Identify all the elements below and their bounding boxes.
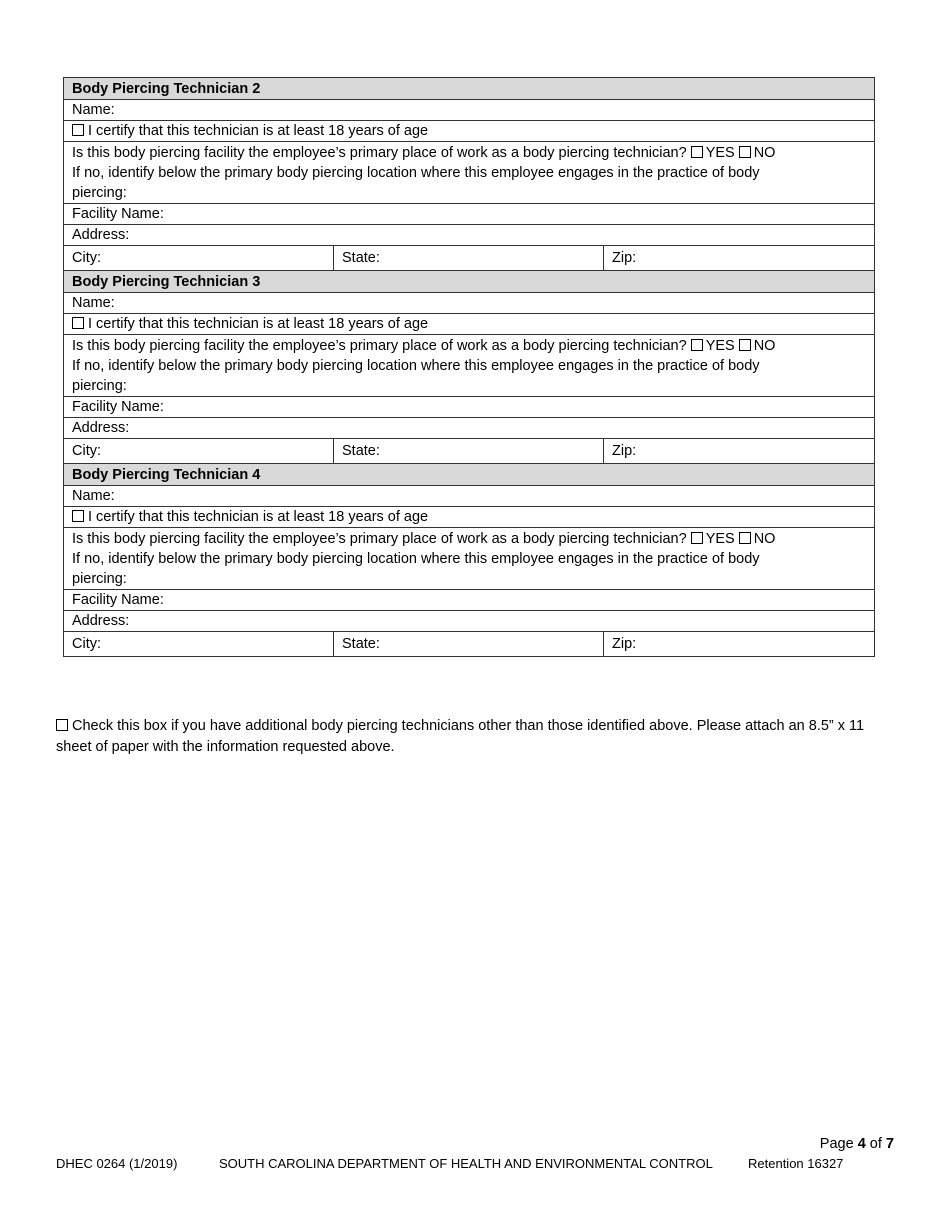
- retention-number: Retention 16327: [748, 1156, 844, 1171]
- technician-3-name-row: [64, 293, 875, 314]
- primary-work-question: Is this body piercing facility the employee’s primary place of work as a body piercing technician?: [72, 531, 687, 547]
- primary-location-instruction-cont: piercing:: [72, 185, 127, 201]
- state-label: State:: [342, 636, 380, 652]
- primary-location-instruction-cont: piercing:: [72, 378, 127, 394]
- no-checkbox[interactable]: [739, 339, 751, 351]
- technician-4-question-row: [64, 528, 875, 590]
- address-label: Address:: [72, 420, 130, 436]
- additional-technicians-text: Check this box if you have additional body piercing technicians other than those identified above. Please attach an 8.5” x 11 sheet of paper with the information requested above.: [56, 718, 865, 755]
- facility-name-field[interactable]: [64, 204, 875, 225]
- page-of-label: of: [869, 1136, 882, 1152]
- technician-2-city-state-zip-row: [64, 246, 875, 271]
- facility-name-label: Facility Name:: [72, 399, 164, 415]
- facility-name-field[interactable]: [64, 590, 875, 611]
- primary-location-instruction: If no, identify below the primary body piercing location where this employee engages in the practice of body: [72, 165, 760, 181]
- primary-work-question: Is this body piercing facility the employee’s primary place of work as a body piercing technician?: [72, 145, 687, 161]
- no-label: NO: [753, 531, 776, 547]
- zip-label: Zip:: [612, 250, 637, 266]
- department-name: SOUTH CAROLINA DEPARTMENT OF HEALTH AND ENVIRONMENTAL CONTROL: [219, 1156, 713, 1171]
- city-field[interactable]: [64, 246, 334, 271]
- technician-2-facility-row: [64, 204, 875, 225]
- no-checkbox[interactable]: [739, 532, 751, 544]
- zip-label: Zip:: [612, 443, 637, 459]
- technician-4-header-row: [64, 464, 875, 486]
- technician-2-name-row: [64, 100, 875, 121]
- name-label: Name:: [72, 488, 115, 504]
- technician-2-address-row: [64, 225, 875, 246]
- primary-location-instruction-cont: piercing:: [72, 571, 127, 587]
- city-label: City:: [72, 443, 101, 459]
- facility-name-field[interactable]: [64, 397, 875, 418]
- name-label: Name:: [72, 102, 115, 118]
- technician-4-title: Body Piercing Technician 4: [64, 464, 875, 486]
- zip-field[interactable]: [604, 632, 875, 657]
- technician-2-title: Body Piercing Technician 2: [64, 78, 875, 100]
- zip-field[interactable]: [604, 439, 875, 464]
- technician-3-facility-row: [64, 397, 875, 418]
- yes-checkbox[interactable]: [691, 339, 703, 351]
- technician-2-header-row: [64, 78, 875, 100]
- state-label: State:: [342, 250, 380, 266]
- certify-age-checkbox[interactable]: [72, 510, 84, 522]
- address-label: Address:: [72, 613, 130, 629]
- page-number: [820, 1136, 894, 1152]
- facility-name-label: Facility Name:: [72, 206, 164, 222]
- certify-age-checkbox[interactable]: [72, 124, 84, 136]
- additional-technicians-checkbox[interactable]: [56, 719, 68, 731]
- page-label: Page: [819, 1136, 854, 1152]
- technician-4-facility-row: [64, 590, 875, 611]
- city-field[interactable]: [64, 439, 334, 464]
- technician-3-address-row: [64, 418, 875, 439]
- page-total: 7: [885, 1136, 894, 1152]
- certify-age-label: I certify that this technician is at least 18 years of age: [88, 509, 429, 525]
- additional-technicians-note: [56, 716, 876, 758]
- primary-work-question: Is this body piercing facility the employee’s primary place of work as a body piercing technician?: [72, 338, 687, 354]
- state-field[interactable]: [334, 246, 604, 271]
- technician-3-name-field[interactable]: [64, 293, 875, 314]
- address-field[interactable]: [64, 225, 875, 246]
- technician-3-title: Body Piercing Technician 3: [64, 271, 875, 293]
- city-field[interactable]: [64, 632, 334, 657]
- primary-location-instruction: If no, identify below the primary body piercing location where this employee engages in the practice of body: [72, 551, 760, 567]
- yes-checkbox[interactable]: [691, 146, 703, 158]
- city-label: City:: [72, 636, 101, 652]
- address-field[interactable]: [64, 611, 875, 632]
- yes-label: YES: [705, 145, 735, 161]
- primary-location-instruction: If no, identify below the primary body piercing location where this employee engages in the practice of body: [72, 358, 760, 374]
- certify-age-label: I certify that this technician is at least 18 years of age: [88, 123, 429, 139]
- technician-3-question-row: [64, 335, 875, 397]
- state-label: State:: [342, 443, 380, 459]
- technician-4-name-row: [64, 486, 875, 507]
- no-label: NO: [753, 145, 776, 161]
- certify-age-label: I certify that this technician is at least 18 years of age: [88, 316, 429, 332]
- state-field[interactable]: [334, 439, 604, 464]
- yes-label: YES: [705, 338, 735, 354]
- technician-3-certify-row: [64, 314, 875, 335]
- state-field[interactable]: [334, 632, 604, 657]
- no-checkbox[interactable]: [739, 146, 751, 158]
- technician-3-header-row: [64, 271, 875, 293]
- city-label: City:: [72, 250, 101, 266]
- zip-label: Zip:: [612, 636, 637, 652]
- name-label: Name:: [72, 295, 115, 311]
- technician-4-name-field[interactable]: [64, 486, 875, 507]
- facility-name-label: Facility Name:: [72, 592, 164, 608]
- address-field[interactable]: [64, 418, 875, 439]
- certify-age-checkbox[interactable]: [72, 317, 84, 329]
- yes-checkbox[interactable]: [691, 532, 703, 544]
- technician-2-certify-row: [64, 121, 875, 142]
- technician-4-city-state-zip-row: [64, 632, 875, 657]
- yes-label: YES: [705, 531, 735, 547]
- form-code: DHEC 0264 (1/2019): [56, 1156, 178, 1171]
- technician-2-question-row: [64, 142, 875, 204]
- technician-4-address-row: [64, 611, 875, 632]
- technician-form-table: [63, 77, 875, 657]
- address-label: Address:: [72, 227, 130, 243]
- technician-3-city-state-zip-row: [64, 439, 875, 464]
- zip-field[interactable]: [604, 246, 875, 271]
- page-current: 4: [857, 1136, 866, 1152]
- no-label: NO: [753, 338, 776, 354]
- technician-4-certify-row: [64, 507, 875, 528]
- technician-2-name-field[interactable]: [64, 100, 875, 121]
